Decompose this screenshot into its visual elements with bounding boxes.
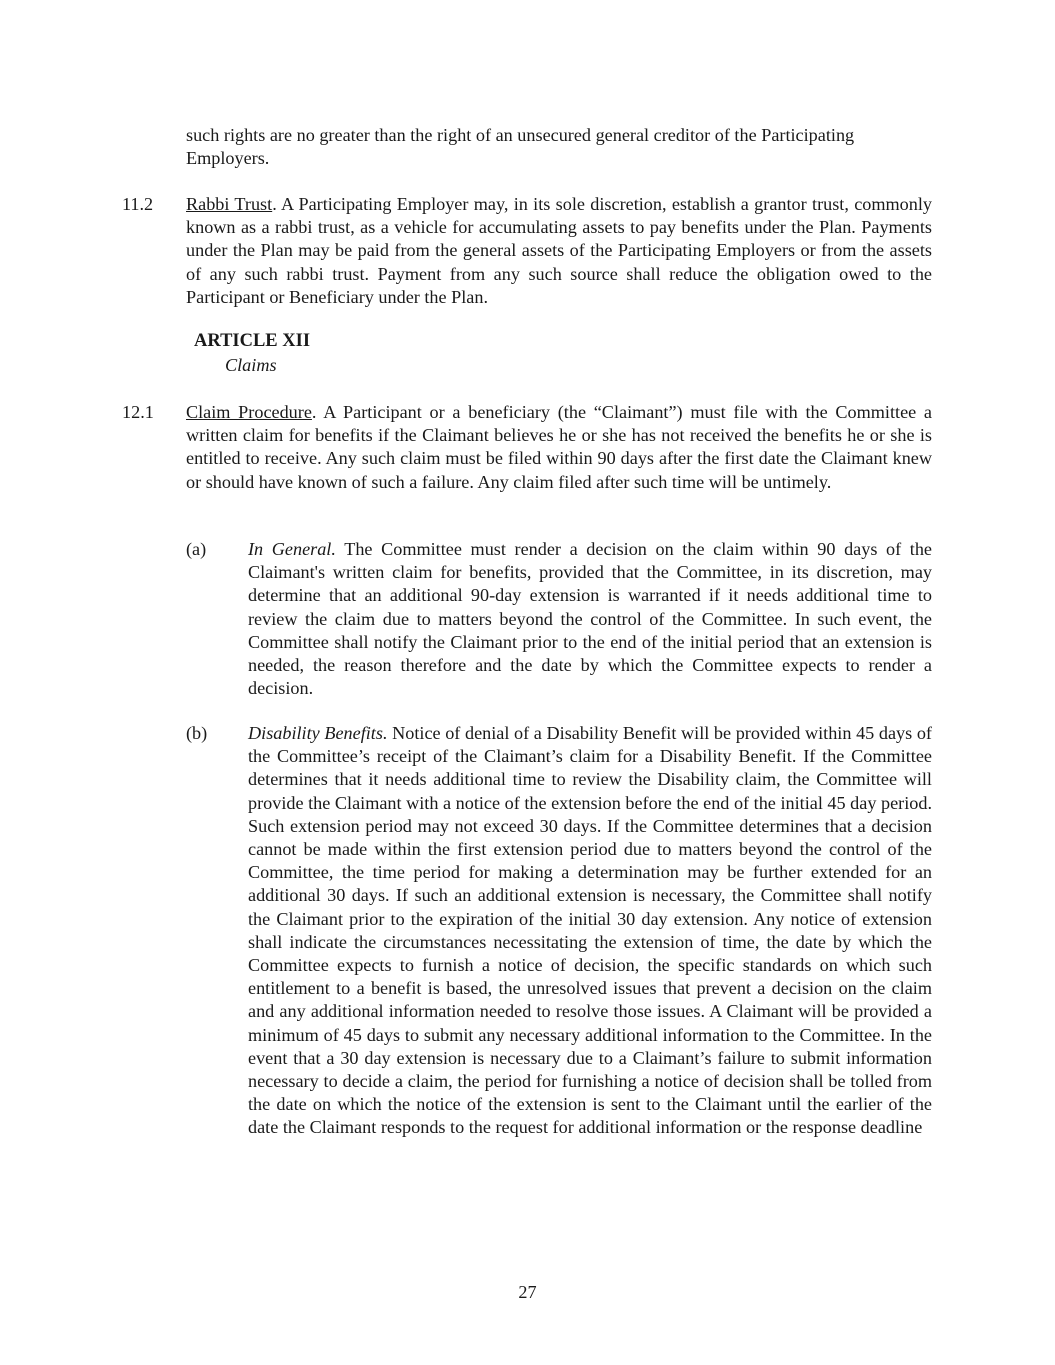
article-subtitle: Claims (225, 355, 277, 375)
page-number: 27 (518, 1282, 537, 1302)
subsection-text: The Committee must render a decision on the claim within 90 days of the Claimant's written claim for benefits, provided that the Committee, in its discretion, may determine that an additional 90-day extension is warranted if it needs additional time to review the claim due to matters beyond the control of the Committee. In such event, the Committee shall notify the Claimant prior to the end of the initial period that an extension is needed, the reason therefore and the date by which the Committee expects to render a decision. (248, 539, 933, 699)
subsection-body (248, 538, 932, 700)
section-title: Claim Procedure (186, 402, 312, 422)
continuation-paragraph (186, 124, 932, 170)
section-text: . A Participating Employer may, in its sole discretion, establish a grantor trust, commonly known as a rabbi trust, as a vehicle for accumulating assets to pay benefits under the Plan. Payments under the Plan may be paid from the general assets of the Participating Employers or from the assets of any such rabbi trust. Payment from any such source shall reduce the obligation owed to the Participant or Beneficiary under the Plan. (186, 194, 932, 307)
section-12-1 (122, 401, 932, 494)
section-title: Rabbi Trust (186, 194, 273, 214)
section-number: 12.1 (122, 402, 154, 422)
subsection-b (186, 722, 932, 1140)
subsection-label: (b) (186, 723, 208, 743)
section-number: 11.2 (122, 194, 154, 214)
section-body (186, 193, 932, 309)
section-text: . A Participant or a beneficiary (the “Claimant”) must file with the Committee a written claim for benefits if the Claimant believes he or she has not received the benefits he or she is entitled to receive. Any such claim must be filed within 90 days after the first date the Claimant knew or should have known of such a failure. Any claim filed after such time will be untimely. (186, 402, 933, 492)
subsection-title: Disability Benefits. (248, 723, 388, 743)
subsection-label: (a) (186, 539, 207, 559)
article-heading: ARTICLE XII (194, 331, 311, 351)
subsection-title: In General. (248, 539, 336, 559)
subsection-body (248, 722, 932, 1140)
section-11-2 (122, 193, 932, 309)
subsection-a (186, 538, 932, 700)
subsection-text: Notice of denial of a Disability Benefit will be provided within 45 days of the Committee’s receipt of the Claimant’s claim for a Disability Benefit. If the Committee determines that it needs additional time to review the Disability claim, the Committee will provide the Claimant with a notice of the extension before the end of the initial 45 day period. Such extension period may not exceed 30 days. If the Committee determines that a decision cannot be made within the first extension period due to matters beyond the control of the Committee, the time period for making a determination may be further extended for an additional 30 days. If such an additional extension is necessary, the Committee shall notify the Claimant prior to the expiration of the initial 30 day extension. Any notice of extension shall indicate the circumstances necessitating the extension of time, the date by which the Committee expects to furnish a notice of decision, the specific standards on which such entitlement to a benefit is based, the unresolved issues that prevent a decision on the claim and any additional information needed to resolve those issues. A Claimant will be provided a minimum of 45 days to submit any necessary additional information to the Committee. In the event that a 30 day extension is necessary due to a Claimant’s failure to submit information necessary to decide a claim, the period for furnishing a notice of decision shall be tolled from the date on which the notice of the extension is sent to the Claimant until the earlier of the date the Claimant responds to the request for additional information or the response deadline (248, 723, 932, 1138)
continuation-text: such rights are no greater than the right of an unsecured general creditor of the Participating Employers. (186, 125, 855, 169)
section-body (186, 401, 932, 494)
